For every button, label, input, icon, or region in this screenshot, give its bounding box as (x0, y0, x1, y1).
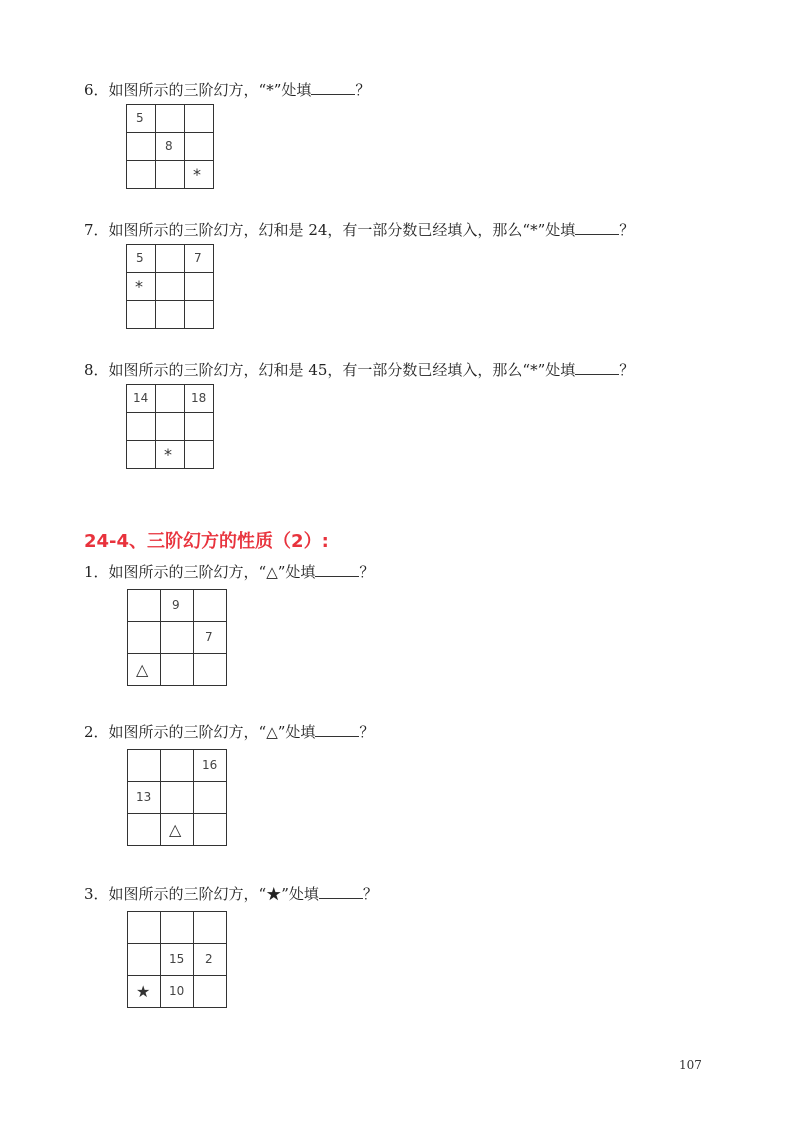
grid-cell: 15 (161, 944, 194, 976)
grid-cell (161, 782, 194, 814)
grid-cell (185, 413, 214, 441)
magic-square-grid (126, 244, 214, 329)
answer-blank[interactable] (311, 80, 355, 95)
grid-cell (128, 814, 161, 846)
grid-cell: 9 (161, 590, 194, 622)
grid-cell (156, 385, 185, 413)
page-number: 107 (679, 1058, 702, 1072)
grid-cell: 14 (127, 385, 156, 413)
grid-cell (185, 301, 214, 329)
question-text: 如图所示的三阶幻方，“★”处填 (108, 885, 319, 903)
grid-cell (156, 245, 185, 273)
magic-square-grid (127, 589, 227, 686)
grid-cell (128, 750, 161, 782)
question-8 (84, 360, 634, 379)
grid-cell (185, 133, 214, 161)
question-number: 1． (84, 563, 109, 581)
grid-cell (156, 273, 185, 301)
question-text: 如图所示的三阶幻方，“△”处填 (108, 563, 316, 581)
grid-cell (161, 622, 194, 654)
question-mark: ？ (619, 221, 635, 239)
question-mark: ？ (355, 81, 371, 99)
question-7 (84, 220, 634, 239)
grid-cell (185, 105, 214, 133)
grid-cell (128, 590, 161, 622)
question-number: 3． (84, 885, 109, 903)
grid-cell (156, 161, 185, 189)
grid-cell (194, 976, 227, 1008)
section-title: 24-4、三阶幻方的性质（2）: (84, 531, 329, 552)
question-mark: ？ (359, 563, 375, 581)
grid-cell (161, 750, 194, 782)
triangle-icon: △ (169, 820, 182, 839)
question-number: 7． (84, 221, 109, 239)
grid-cell (128, 944, 161, 976)
grid-cell-target: * (185, 161, 214, 189)
grid-cell: 5 (127, 245, 156, 273)
magic-square-grid (126, 104, 214, 189)
grid-cell (127, 301, 156, 329)
grid-cell (128, 912, 161, 944)
grid-cell: 18 (185, 385, 214, 413)
magic-square-grid (126, 384, 214, 469)
question-text: 如图所示的三阶幻方，幻和是 24，有一部分数已经填入，那么“*”处填 (108, 221, 576, 239)
answer-blank[interactable] (575, 360, 619, 375)
magic-square-grid (127, 911, 227, 1008)
grid-cell-target (128, 976, 161, 1008)
grid-cell (194, 590, 227, 622)
grid-cell: 8 (156, 133, 185, 161)
grid-cell (194, 814, 227, 846)
grid-cell (156, 105, 185, 133)
question-number: 2． (84, 723, 109, 741)
grid-cell (128, 622, 161, 654)
magic-square-grid (127, 749, 227, 846)
grid-cell (161, 654, 194, 686)
question-2 (84, 722, 374, 741)
grid-cell (127, 413, 156, 441)
star-icon: ★ (136, 982, 151, 1001)
grid-cell (185, 273, 214, 301)
question-number: 8． (84, 361, 109, 379)
question-1 (84, 562, 374, 581)
grid-cell: 5 (127, 105, 156, 133)
question-3 (84, 884, 378, 903)
grid-cell (161, 912, 194, 944)
grid-cell: 10 (161, 976, 194, 1008)
grid-cell (185, 441, 214, 469)
answer-blank[interactable] (575, 220, 619, 235)
grid-cell (194, 654, 227, 686)
triangle-icon: △ (136, 660, 149, 679)
grid-cell (127, 161, 156, 189)
question-text: 如图所示的三阶幻方，“*”处填 (108, 81, 312, 99)
grid-cell (156, 413, 185, 441)
grid-cell (194, 912, 227, 944)
grid-cell-target (128, 654, 161, 686)
question-mark: ？ (362, 885, 378, 903)
grid-cell: 2 (194, 944, 227, 976)
question-mark: ？ (619, 361, 635, 379)
grid-cell (156, 301, 185, 329)
question-mark: ？ (359, 723, 375, 741)
answer-blank[interactable] (315, 562, 359, 577)
grid-cell-target: * (156, 441, 185, 469)
grid-cell: 13 (128, 782, 161, 814)
question-text: 如图所示的三阶幻方，幻和是 45，有一部分数已经填入，那么“*”处填 (108, 361, 576, 379)
answer-blank[interactable] (319, 884, 363, 899)
grid-cell (194, 782, 227, 814)
grid-cell: 16 (194, 750, 227, 782)
grid-cell (127, 441, 156, 469)
grid-cell (127, 133, 156, 161)
question-text: 如图所示的三阶幻方，“△”处填 (108, 723, 316, 741)
grid-cell: 7 (194, 622, 227, 654)
question-number: 6． (84, 81, 109, 99)
question-6 (84, 80, 370, 99)
answer-blank[interactable] (315, 722, 359, 737)
grid-cell: 7 (185, 245, 214, 273)
grid-cell-target (161, 814, 194, 846)
grid-cell-target: * (127, 273, 156, 301)
